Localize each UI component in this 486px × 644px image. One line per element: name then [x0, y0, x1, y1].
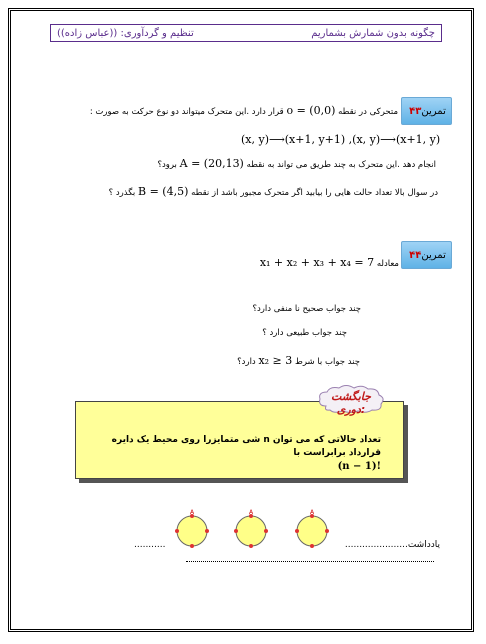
ex44-q3-post: دارد؟ [237, 357, 256, 367]
cloud-label: جابگشت دوری: [331, 390, 371, 416]
note-line-2: (n − 1)! [337, 461, 381, 472]
circle-1 [175, 509, 209, 548]
exercise-44-badge [401, 241, 452, 269]
circle-3 [295, 509, 329, 548]
ex44-question-3 [237, 354, 360, 367]
ex43-line-1 [90, 104, 398, 117]
exercise-43-badge [401, 97, 452, 125]
ex43-line1-text: متحرکی در نقطه [338, 107, 398, 117]
notes-label-text: یادداشت [407, 540, 440, 550]
ex44-q3-math: x₂ ≥ 3 [258, 354, 293, 367]
circle-2-label: A [249, 509, 254, 516]
notes-dots-left: ........... [134, 540, 166, 550]
ex44-eq-label: معادله [376, 259, 399, 269]
ex44-equation: x₁ + x₂ + x₃ + x₄ = 7 [259, 256, 375, 269]
notes-line [186, 561, 434, 562]
ex43-line3-rest: برود؟ [157, 160, 177, 170]
ex43-line-4 [109, 185, 438, 198]
notes-dots-right: ...................... [344, 540, 408, 550]
ex44-q3-pre: چند جواب با شرط [294, 357, 360, 367]
exercise-43-label: تمرین [421, 105, 446, 117]
circular-permutation-text [91, 434, 381, 473]
circle-2 [234, 509, 268, 548]
exercise-44-label: تمرین [421, 249, 446, 261]
ex43-moves: (x, y)⟶(x+1, y+1) ,(x, y)⟶(x+1, y) [241, 133, 441, 146]
exercise-43-number: ۴۳ [409, 105, 422, 117]
ex43-line4-rest: بگذرد ؟ [108, 188, 136, 198]
ex44-question-1: چند جواب صحیح نا منفی دارد؟ [252, 304, 361, 314]
ex43-origin-math: o = (0,0) [286, 104, 336, 117]
circle-3-label: A [310, 509, 315, 516]
note-line-1: تعداد حالاتی که می توان n شی متمایزرا روی محیط یک دایره قرارداد برابراست با [111, 435, 381, 458]
page-header [50, 24, 442, 42]
ex44-question-2: چند جواب طبیعی دارد ؟ [262, 328, 347, 338]
ex43-point-a-math: A = (20,13) [179, 157, 244, 170]
header-author: تنظیم و گردآوری: ((عباس زاده)) [57, 27, 194, 39]
circle-1-label: A [190, 509, 195, 516]
ex43-line-3 [157, 157, 436, 170]
circular-arrangement-diagram [165, 508, 340, 552]
header-title: چگونه بدون شمارش بشماریم [311, 27, 435, 39]
exercise-44-number: ۴۴ [409, 249, 422, 261]
ex44-equation-line [260, 256, 399, 269]
ex43-point-b-math: B = (4,5) [137, 185, 189, 198]
ex43-line1-rest: قرار دارد .این متحرک میتواند دو نوع حرکت به صورت : [89, 107, 284, 117]
ex43-line4-text: در سوال بالا تعداد حالت هایی را بیابید اگر متحرک مجبور باشد از نقطه [191, 188, 438, 198]
ex43-line3-text: انجام دهد .این متحرک به چند طریق می تواند به نقطه [246, 160, 436, 170]
notes-label [345, 540, 440, 550]
